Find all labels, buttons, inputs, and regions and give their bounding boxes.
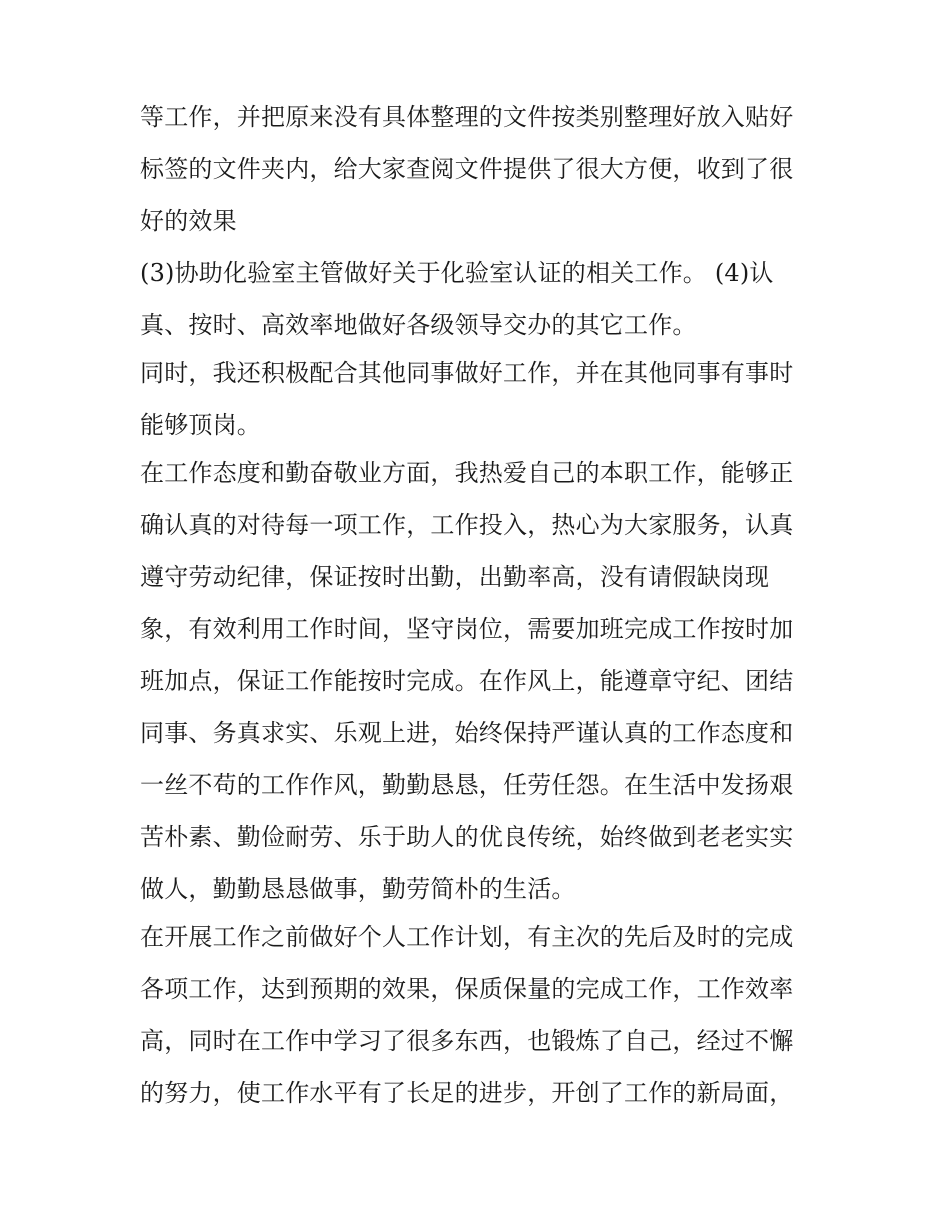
text-line: 班加点，保证工作能按时完成。在作风上，能遵章守纪、团结	[140, 668, 794, 695]
text-line: 做人，勤勤恳恳做事，勤劳简朴的生活。	[140, 876, 576, 903]
text-line: 等工作，并把原来没有具体整理的文件按类别整理好放入贴好	[140, 104, 794, 131]
text-line: 同时，我还积极配合其他同事做好工作，并在其他同事有事时	[140, 360, 794, 387]
text-line: 好的效果	[140, 208, 237, 235]
text-line: 确认真的对待每一项工作，工作投入，热心为大家服务，认真	[140, 512, 794, 539]
text-line: (3)协助化验室主管做好关于化验室认证的相关工作。 (4)认	[140, 260, 774, 287]
text-line: 在工作态度和勤奋敬业方面，我热爱自己的本职工作，能够正	[140, 460, 794, 487]
text-line: 真、按时、高效率地做好各级领导交办的其它工作。	[140, 312, 697, 339]
text-line: 的努力，使工作水平有了长足的进步，开创了工作的新局面，	[140, 1080, 794, 1107]
text-line: 在开展工作之前做好个人工作计划，有主次的先后及时的完成	[140, 924, 794, 951]
text-line: 一丝不苟的工作作风，勤勤恳恳，任劳任怨。在生活中发扬艰	[140, 772, 794, 799]
text-line: 高，同时在工作中学习了很多东西，也锻炼了自己，经过不懈	[140, 1028, 794, 1055]
text-line: 象，有效利用工作时间，坚守岗位，需要加班完成工作按时加	[140, 616, 794, 643]
text-line: 遵守劳动纪律，保证按时出勤，出勤率高，没有请假缺岗现	[140, 564, 770, 591]
text-line: 同事、务真求实、乐观上进，始终保持严谨认真的工作态度和	[140, 720, 794, 747]
text-line: 苦朴素、勤俭耐劳、乐于助人的优良传统，始终做到老老实实	[140, 824, 794, 851]
text-line: 标签的文件夹内，给大家查阅文件提供了很大方便，收到了很	[140, 156, 794, 183]
text-line: 能够顶岗。	[140, 412, 261, 439]
document-body	[140, 104, 820, 1132]
text-line: 各项工作，达到预期的效果，保质保量的完成工作，工作效率	[140, 976, 794, 1003]
